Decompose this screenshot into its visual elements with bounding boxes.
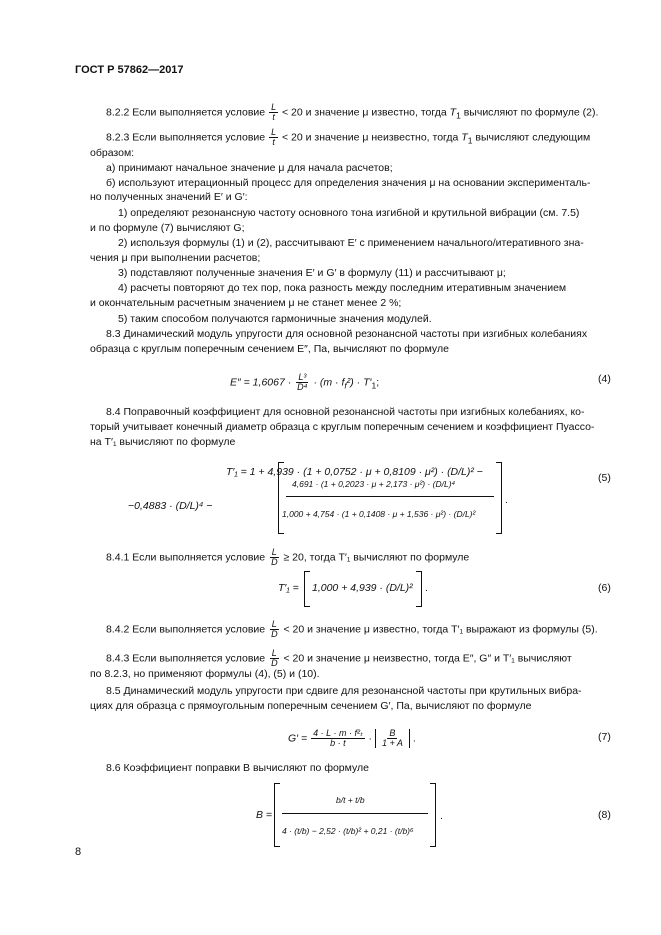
formula-8-lhs: B = <box>256 809 273 821</box>
p822-tail: вычисляют по формуле (2). <box>463 106 599 119</box>
p823-pre: 8.2.3 Если выполняется условие <box>106 131 266 144</box>
symbol-t: T <box>461 131 468 144</box>
p823-tail: вычисляют следующим <box>475 131 591 144</box>
formula-8-denominator: 4 · (t/b) − 2,52 · (t/b)² + 0,21 · (t/b)⁶ <box>282 826 414 836</box>
p823-line2: образом: <box>90 147 135 159</box>
right-bracket <box>430 783 436 847</box>
formula-6-body: 1,000 + 4,939 · (D/L)² <box>312 582 413 594</box>
step-2-line1: 2) используя формулы (1) и (2), рассчитывают E′ с применением начального/итеративного зна- <box>118 237 584 249</box>
formula-5-end: . <box>505 494 508 506</box>
frac-num: L <box>271 127 277 137</box>
fraction-l-d <box>269 620 280 639</box>
formula-6-lhs: T′₁ = <box>278 582 299 594</box>
fraction-l-t <box>269 103 278 122</box>
document-code: ГОСТ Р 57862—2017 <box>75 64 184 76</box>
p842-post: < 20 и значение μ известно, тогда T′₁ выражают из формулы (5). <box>283 623 598 636</box>
formula-5-denominator: 1,000 + 4,754 · (1 + 0,1408 · μ + 1,536 · μ²) · (D/L)² <box>282 509 476 519</box>
paragraph-8-4-line1: 8.4 Поправочный коэффициент для основной резонансной частоты при изгибных колебаниях, ко- <box>106 406 585 418</box>
p841-post: ≥ 20, тогда T′₁ вычисляют по формуле <box>283 551 470 564</box>
p822-post: < 20 и значение μ известно, тогда <box>282 106 447 119</box>
eq4-sub-f: f <box>344 380 347 391</box>
frac-den: D <box>271 557 278 567</box>
item-b-line2: но полученных значений E′ и G′: <box>90 191 248 203</box>
eq7-end: . <box>412 732 416 745</box>
formula-6-number: (6) <box>598 582 611 594</box>
eq4-fraction <box>295 373 309 392</box>
eq7-fraction <box>311 729 365 748</box>
fraction-l-d <box>269 548 280 567</box>
formula-8-number: (8) <box>598 809 611 821</box>
fraction-l-t <box>269 128 278 147</box>
p842-pre: 8.4.2 Если выполняется условие <box>106 623 266 636</box>
eq7-den: b · t <box>330 738 346 748</box>
eq7-bracket-fraction <box>380 729 405 748</box>
item-a: а) принимают начальное значение μ для начала расчетов; <box>106 162 393 174</box>
formula-5-numerator: 4,691 · (1 + 0,2023 · μ + 2,173 · μ²) · (D/L)⁴ <box>292 479 456 489</box>
item-b-line1: б) используют итерационный процесс для определения значения μ на основании эксперименталь- <box>106 177 591 189</box>
frac-num: L <box>271 547 277 557</box>
frac-num: L <box>271 102 277 112</box>
formula-4 <box>230 373 379 392</box>
paragraph-8-5-line2: циях для образца с прямоугольным поперечным сечением G′, Па, вычисляют по формуле <box>90 700 532 712</box>
eq4-end: ; <box>376 376 380 389</box>
frac-num: L <box>271 619 277 629</box>
frac-den: D <box>271 658 278 668</box>
eq7-num: 4 · L · m · f²ₜ <box>313 728 363 738</box>
step-4-line1: 4) расчеты повторяют до тех пор, пока разность между последним итеративным значением <box>118 282 567 294</box>
right-bracket <box>416 571 422 607</box>
fraction-bar <box>286 496 494 497</box>
eq7-lhs: G′ = <box>288 732 308 745</box>
paragraph-8-2-2 <box>106 103 598 122</box>
paragraph-8-4-line2: торый учитывает конечный диаметр образца с круглым поперечным сечением и коэффициент Пуассо- <box>90 421 595 433</box>
fraction-l-d <box>269 649 280 668</box>
left-bracket <box>274 783 280 847</box>
formula-7-number: (7) <box>598 731 611 743</box>
eq4-lhs: E″ = 1,6067 · <box>230 376 292 389</box>
symbol-sub: 1 <box>467 135 473 146</box>
p841-pre: 8.4.1 Если выполняется условие <box>106 551 266 564</box>
p843-pre: 8.4.3 Если выполняется условие <box>106 652 266 665</box>
eq4-mid2: ²) · T′ <box>346 376 372 389</box>
formula-4-number: (4) <box>598 373 611 385</box>
paragraph-8-3-line1: 8.3 Динамический модуль упругости для основной резонансной частоты при изгибных колебаниях <box>106 328 588 340</box>
symbol-t: T <box>449 106 457 119</box>
paragraph-8-2-3 <box>106 128 590 147</box>
fraction-bar <box>282 813 428 814</box>
step-3: 3) подставляют полученные значения E′ и G′ в формулу (11) и рассчитывают μ; <box>118 267 506 279</box>
paragraph-8-6: 8.6 Коэффициент поправки B вычисляют по формуле <box>106 762 369 774</box>
eq4-den: D⁴ <box>297 382 308 392</box>
p823-post: < 20 и значение μ неизвестно, тогда <box>282 131 459 144</box>
paragraph-8-3-line2: образца с круглым поперечным сечением E″, Па, вычисляют по формуле <box>90 343 449 355</box>
eq7-bnum: B <box>389 728 396 738</box>
step-4-line2: и окончательным расчетным значением μ не станет менее 2 %; <box>90 297 402 309</box>
left-bracket <box>278 462 284 534</box>
paragraph-8-4-3 <box>106 649 572 668</box>
formula-5-row1: T′₁ = 1 + 4,939 · (1 + 0,0752 · μ + 0,8109 · μ²) · (D/L)² − <box>226 466 483 478</box>
frac-den: t <box>272 112 275 122</box>
formula-5-number: (5) <box>598 472 611 484</box>
right-bracket <box>496 462 502 534</box>
p843-post: < 20 и значение μ неизвестно, тогда E″, G″ и T′₁ вычисляют <box>283 652 572 665</box>
paragraph-8-4-1 <box>106 548 469 567</box>
formula-8-numerator: b/t + t/b <box>336 795 365 805</box>
eq4-sub-1: 1 <box>371 380 377 391</box>
frac-den: t <box>272 137 275 147</box>
p822-pre: 8.2.2 Если выполняется условие <box>106 106 266 119</box>
step-5: 5) таким способом получаются гармоничные значения модулей. <box>118 313 432 325</box>
frac-den: D <box>271 629 278 639</box>
formula-7 <box>288 729 416 748</box>
eq7-dot: · <box>368 732 373 745</box>
step-1-line2: и по формуле (7) вычисляют G; <box>90 222 245 234</box>
formula-8-end: . <box>440 810 443 822</box>
eq4-mid: · (m · f <box>313 376 345 389</box>
symbol-sub: 1 <box>456 110 461 121</box>
step-1-line1: 1) определяют резонансную частоту основного тона изгибной и крутильной вибрации (см. 7.5) <box>118 207 580 219</box>
eq7-bden: 1 + A <box>381 738 403 748</box>
paragraph-8-4-2 <box>106 620 598 639</box>
paragraph-8-5-line1: 8.5 Динамический модуль упругости при сдвиге для резонансной частоты при крутильных вибра- <box>106 685 582 697</box>
eq4-num: L³ <box>298 372 307 382</box>
formula-5-left: −0,4883 · (D/L)⁴ − <box>128 500 213 512</box>
left-bracket <box>304 571 310 607</box>
paragraph-8-4-3-line2: по 8.2.3, но применяют формулы (4), (5) и (10). <box>90 668 320 680</box>
step-2-line2: чения μ при выполнении расчетов; <box>90 252 261 264</box>
page-number: 8 <box>75 846 82 858</box>
paragraph-8-4-line3: на T′₁ вычисляют по формуле <box>90 436 236 448</box>
frac-num: L <box>271 648 277 658</box>
formula-6-end: . <box>425 582 428 594</box>
